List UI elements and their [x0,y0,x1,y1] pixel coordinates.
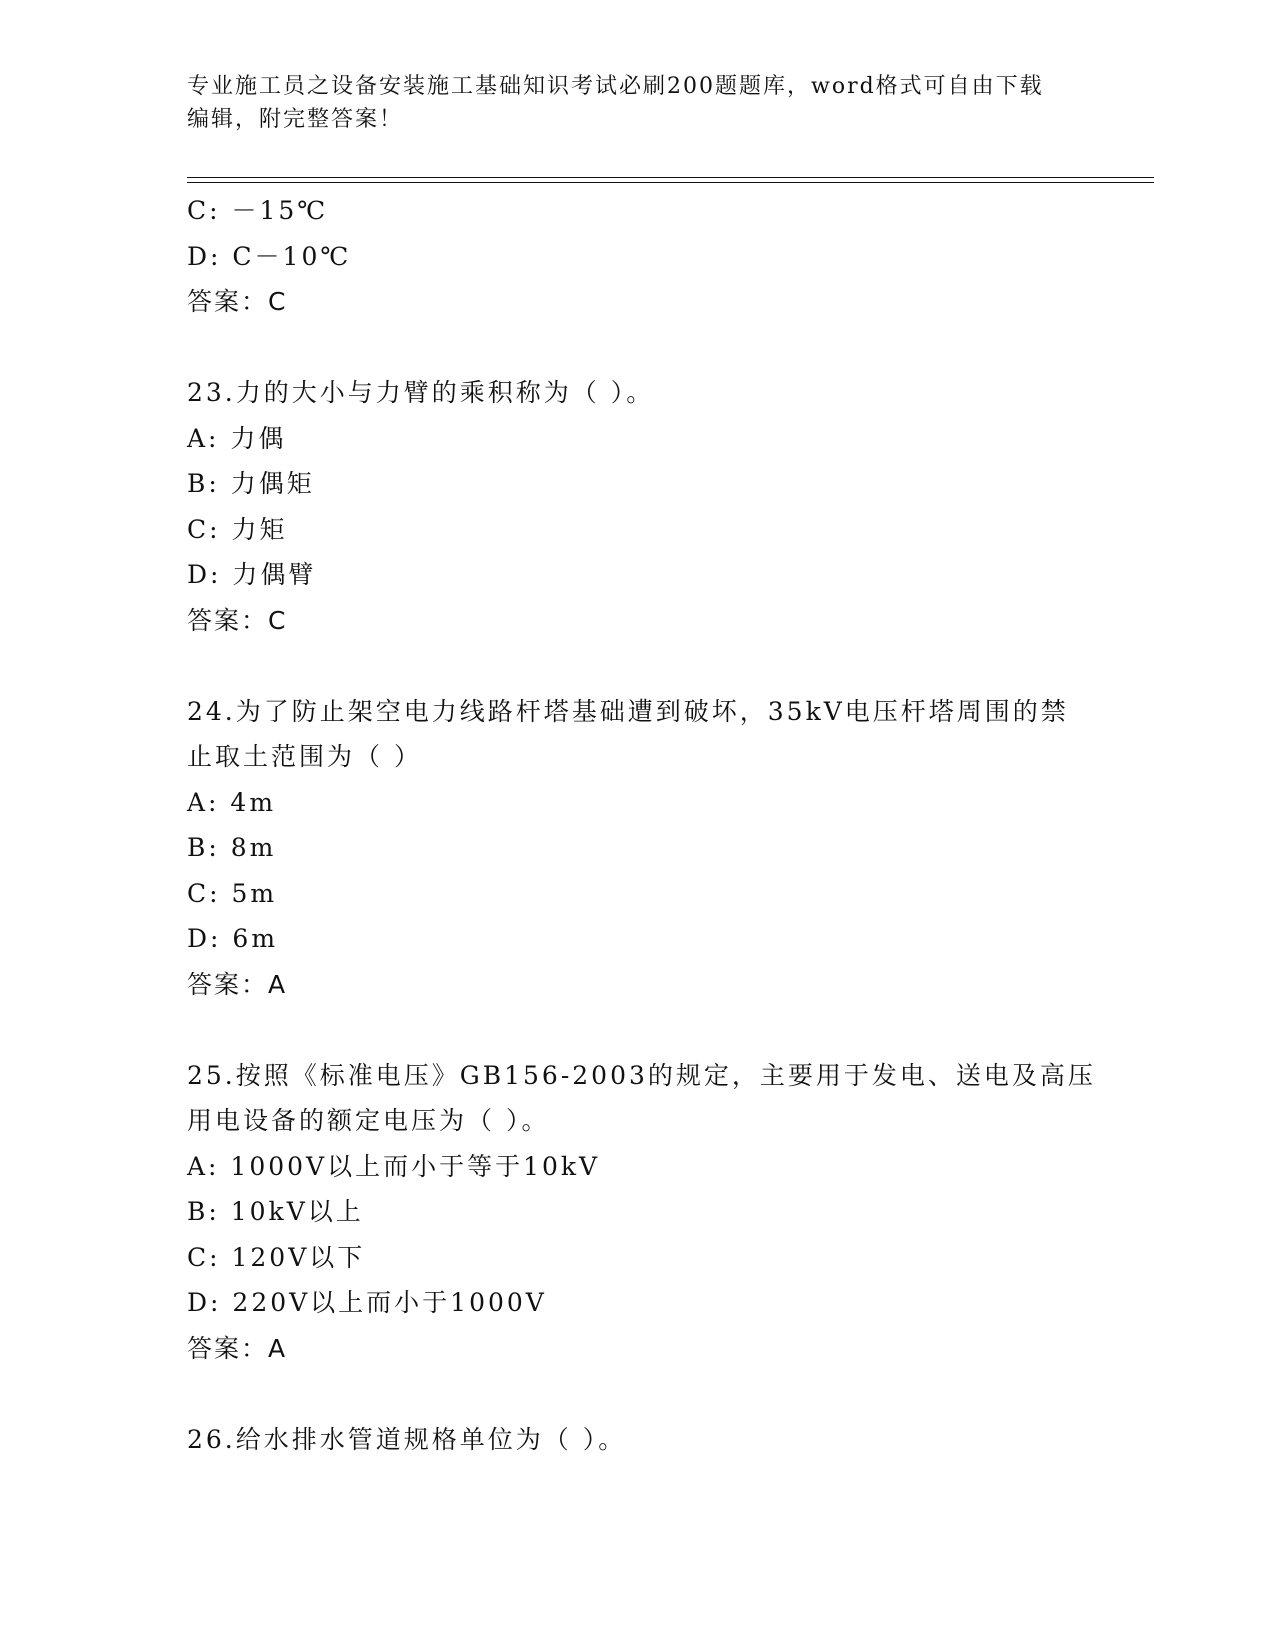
option-d: D: 力偶臂 [187,560,317,589]
question-text: 23.力的大小与力臂的乘积称为（ ）。 [187,378,655,407]
header-rule-top [187,177,1154,178]
header-rule-bottom [187,182,1154,183]
answer-line: 答案：C [187,287,288,316]
option-b: B: 8m [187,833,277,862]
answer-line: 答案：A [187,1333,288,1363]
option-a: A: 1000V以上而小于等于10kV [187,1151,601,1181]
answer-line: 答案：C [187,605,288,635]
question-block-24 [187,689,1147,1008]
question-block-22 [187,188,1147,325]
option-d: D: 220V以上而小于1000V [187,1288,547,1317]
document-header [187,70,1087,136]
question-block-26 [187,1417,1147,1463]
question-text: 24.为了防止架空电力线路杆塔基础遭到破坏，35kV电压杆塔周围的禁 [187,696,1069,726]
spacer [187,1371,1147,1417]
header-line-1: 专业施工员之设备安装施工基础知识考试必刷200题题库，word格式可自由下载 [187,74,1044,99]
question-text: 25.按照《标准电压》GB156-2003的规定，主要用于发电、送电及高压 [187,1060,1096,1090]
question-text-continued: 止取土范围为（ ） [187,742,422,771]
question-block-25 [187,1053,1147,1372]
question-text: 26.给水排水管道规格单位为（ ）。 [187,1424,627,1454]
option-d: D: C－10℃ [187,241,352,271]
question-list [187,188,1147,1462]
option-a: A: 力偶 [187,423,287,453]
option-b: B: 力偶矩 [187,469,315,498]
option-c: C: 力矩 [187,514,288,544]
option-c: C: －15℃ [187,196,329,225]
header-line-2: 编辑，附完整答案！ [187,107,404,132]
question-block-23 [187,370,1147,643]
answer-line: 答案：A [187,969,288,999]
spacer [187,325,1147,371]
option-c: C: 5m [187,878,278,908]
option-a: A: 4m [187,787,277,817]
option-b: B: 10kV以上 [187,1197,364,1226]
spacer [187,643,1147,689]
option-c: C: 120V以下 [187,1242,366,1272]
option-d: D: 6m [187,924,279,953]
question-text-continued: 用电设备的额定电压为（ ）。 [187,1106,550,1135]
spacer [187,1007,1147,1053]
